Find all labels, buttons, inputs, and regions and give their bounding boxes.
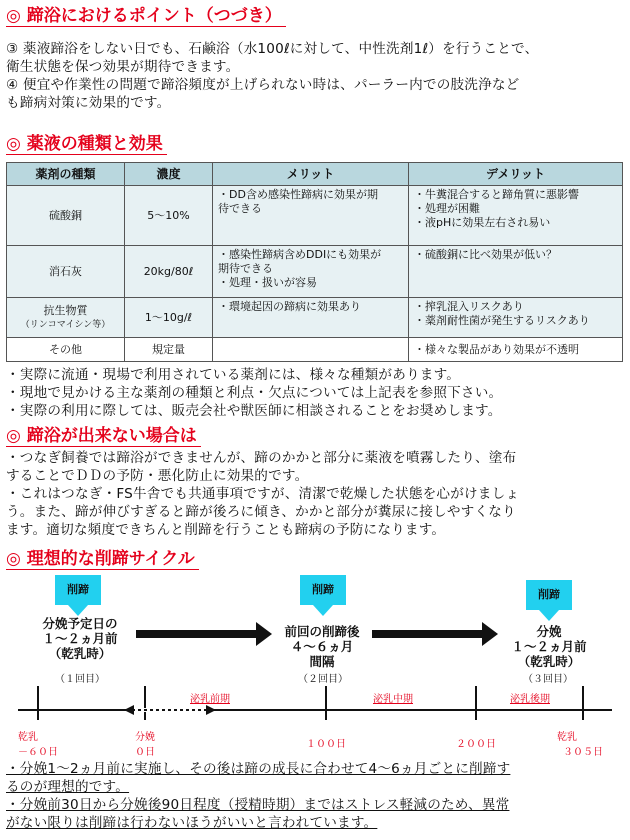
timeline-label-dry-off xyxy=(18,728,58,758)
table-row xyxy=(7,338,623,362)
trim-badge-label: 削蹄 xyxy=(538,588,560,601)
section-title-chemicals: ◎ 薬液の種類と効果 xyxy=(6,134,167,155)
stage-line: （乾乳時） xyxy=(517,654,581,669)
timeline-label-calving xyxy=(127,728,163,758)
stage-3-count: （３回目） xyxy=(523,674,573,685)
stage-line: 前回の削蹄後 xyxy=(284,624,360,639)
merit-line: ・処理・扱いが容易 xyxy=(218,276,317,289)
timeline-line: ０日 xyxy=(135,747,155,758)
text-line: ます。適切な頻度できちんと削蹄を行うことも蹄病の予防になります。 xyxy=(6,522,446,538)
demerit-line: ・硫酸銅に比べ効果が低い？ xyxy=(414,248,557,261)
chemical-name xyxy=(7,298,125,338)
note-line: ・現地で見かける主な薬剤の種類と利点・欠点については上記表を参照下さい。 xyxy=(6,385,503,401)
trim-badge-label: 削蹄 xyxy=(312,583,334,596)
cycle-arrow-1 xyxy=(136,622,272,646)
chemical-name: 硫酸銅 xyxy=(7,186,125,246)
table-row xyxy=(7,298,623,338)
timeline-line: 乾乳 xyxy=(557,732,577,743)
chemical-concentration: 1～10g/ℓ xyxy=(125,298,213,338)
chemical-demerit xyxy=(409,186,623,246)
demerit-line: ・薬剤耐性菌が発生するリスクあり xyxy=(414,314,590,327)
chemical-name: その他 xyxy=(7,338,125,362)
stage-1-text xyxy=(20,616,140,661)
text-line: も蹄病対策に効果的です。 xyxy=(6,95,171,111)
chemical-merit xyxy=(213,298,409,338)
table-row xyxy=(7,186,623,246)
stage-2-count: （２回目） xyxy=(298,674,348,685)
merit-line: ・環境起因の蹄病に効果あり xyxy=(218,300,361,313)
section-title-footbath-points: ◎ 蹄浴におけるポイント（つづき） xyxy=(6,6,286,27)
merit-line: 待できる xyxy=(218,202,262,215)
note-line: ・分娩前30日から分娩後90日程度（授精時期）まではストレス軽減のため、異常 xyxy=(6,797,510,813)
demerit-line: ・処理が困難 xyxy=(414,202,480,215)
stage-line: （乾乳時） xyxy=(48,646,112,661)
chemical-demerit xyxy=(409,338,623,362)
cycle-arrow-2 xyxy=(372,622,498,646)
chemical-demerit xyxy=(409,298,623,338)
note-line: るのが理想的です。 xyxy=(6,779,130,795)
timeline-line: １００日 xyxy=(306,739,346,750)
footbath-points-text xyxy=(6,40,626,112)
chemical-merit xyxy=(213,186,409,246)
period-mid-lactation: 泌乳中期 xyxy=(373,694,413,705)
merit-line: ・感染性蹄病含めDDIにも効果が xyxy=(218,248,382,261)
chemical-concentration: 5～10% xyxy=(125,186,213,246)
timeline-line: 分娩 xyxy=(135,732,155,743)
text-line: 衛生状態を保つ効果が期待できます。 xyxy=(6,59,240,75)
demerit-line: ・液pHに効果左右され易い xyxy=(414,216,551,229)
table-header-row xyxy=(7,163,623,186)
period-late-lactation: 泌乳後期 xyxy=(510,694,550,705)
chemical-merit xyxy=(213,246,409,298)
demerit-line: ・搾乳混入リスクあり xyxy=(414,300,524,313)
chemical-concentration: 規定量 xyxy=(125,338,213,362)
text-line: ④ 便宜や作業性の問題で蹄浴頻度が上げられない時は、パーラー内での肢洗浄など xyxy=(6,77,520,93)
column-header: 薬剤の種類 xyxy=(7,163,125,186)
text-line: することでＤＤの予防・悪化防止に効果的です。 xyxy=(6,468,309,484)
text-line: ・つなぎ飼養では蹄浴ができませんが、蹄のかかと部分に薬液を噴霧したり、塗布 xyxy=(6,450,517,466)
table-row xyxy=(7,246,623,298)
trimming-cycle-notes xyxy=(6,760,626,832)
text-line: う。また、蹄が伸びすぎると蹄が後ろに傾き、かかと部分が糞尿に接しやすくなり xyxy=(6,504,516,520)
note-line: ・分娩1～2ヵ月前に実施し、その後は蹄の成長に合わせて4～6ヵ月ごとに削蹄す xyxy=(6,761,511,777)
trim-badge-label: 削蹄 xyxy=(67,583,89,596)
note-line: ・実際に流通・現場で利用されている薬剤には、様々な種類があります。 xyxy=(6,367,461,383)
timeline-line: 乾乳 xyxy=(18,732,38,743)
stage-1-count: （１回目） xyxy=(55,674,105,685)
chemical-merit xyxy=(213,338,409,362)
trimming-cycle-diagram xyxy=(0,570,630,760)
column-header: メリット xyxy=(213,163,409,186)
note-line: ・実際の利用に際しては、販売会社や獣医師に相談されることをお奨めします。 xyxy=(6,403,502,419)
chemical-concentration: 20kg/80ℓ xyxy=(125,246,213,298)
stage-line: 分娩予定日の xyxy=(42,616,118,631)
stage-line: 分娩 xyxy=(536,624,562,639)
period-early-lactation: 泌乳前期 xyxy=(190,694,230,705)
section-title-trimming-cycle: ◎ 理想的な削蹄サイクル xyxy=(6,549,199,570)
stage-2-text xyxy=(266,624,378,669)
timeline-label-day-100 xyxy=(300,735,352,750)
note-line: がない限りは削蹄は行わないほうがいいと言われています。 xyxy=(6,815,378,831)
stage-line: ４～６ヵ月 xyxy=(290,639,354,654)
demerit-line: ・牛糞混合すると蹄角質に悪影響 xyxy=(414,188,579,201)
stage-line: １～２ヵ月前 xyxy=(42,631,118,646)
merit-line: 期待できる xyxy=(218,262,273,275)
text-line: ③ 薬液蹄浴をしない日でも、石鹸浴（水100ℓに対して、中性洗剤1ℓ）を行うことで、 xyxy=(6,41,539,57)
stage-line: １～２ヵ月前 xyxy=(511,639,587,654)
chemical-notes xyxy=(6,366,626,420)
timeline-label-day-200 xyxy=(450,735,502,750)
timeline-line: ２００日 xyxy=(456,739,496,750)
timeline-line: －６０日 xyxy=(18,747,58,758)
text-line: ・これはつなぎ・FS牛舎でも共通事項ですが、清潔で乾燥した状態を心がけましょ xyxy=(6,486,520,502)
section-title-no-footbath: ◎ 蹄浴が出来ない場合は xyxy=(6,426,201,447)
chemical-table xyxy=(6,162,623,362)
stage-3-text xyxy=(495,624,603,669)
no-footbath-text xyxy=(6,449,626,539)
chemical-demerit xyxy=(409,246,623,298)
timeline-line: ３０５日 xyxy=(563,747,603,758)
chemical-name: 消石灰 xyxy=(7,246,125,298)
stage-line: 間隔 xyxy=(309,654,335,669)
merit-line: ・DD含め感染性蹄病に効果が期 xyxy=(218,188,378,201)
chemical-name-main: 抗生物質 xyxy=(43,303,88,317)
demerit-line: ・様々な製品があり効果が不透明 xyxy=(414,342,579,356)
column-header: 濃度 xyxy=(125,163,213,186)
timeline-label-day-305 xyxy=(557,728,609,758)
chemical-name-sub: （リンコマイシン等） xyxy=(20,319,111,330)
column-header: デメリット xyxy=(409,163,623,186)
